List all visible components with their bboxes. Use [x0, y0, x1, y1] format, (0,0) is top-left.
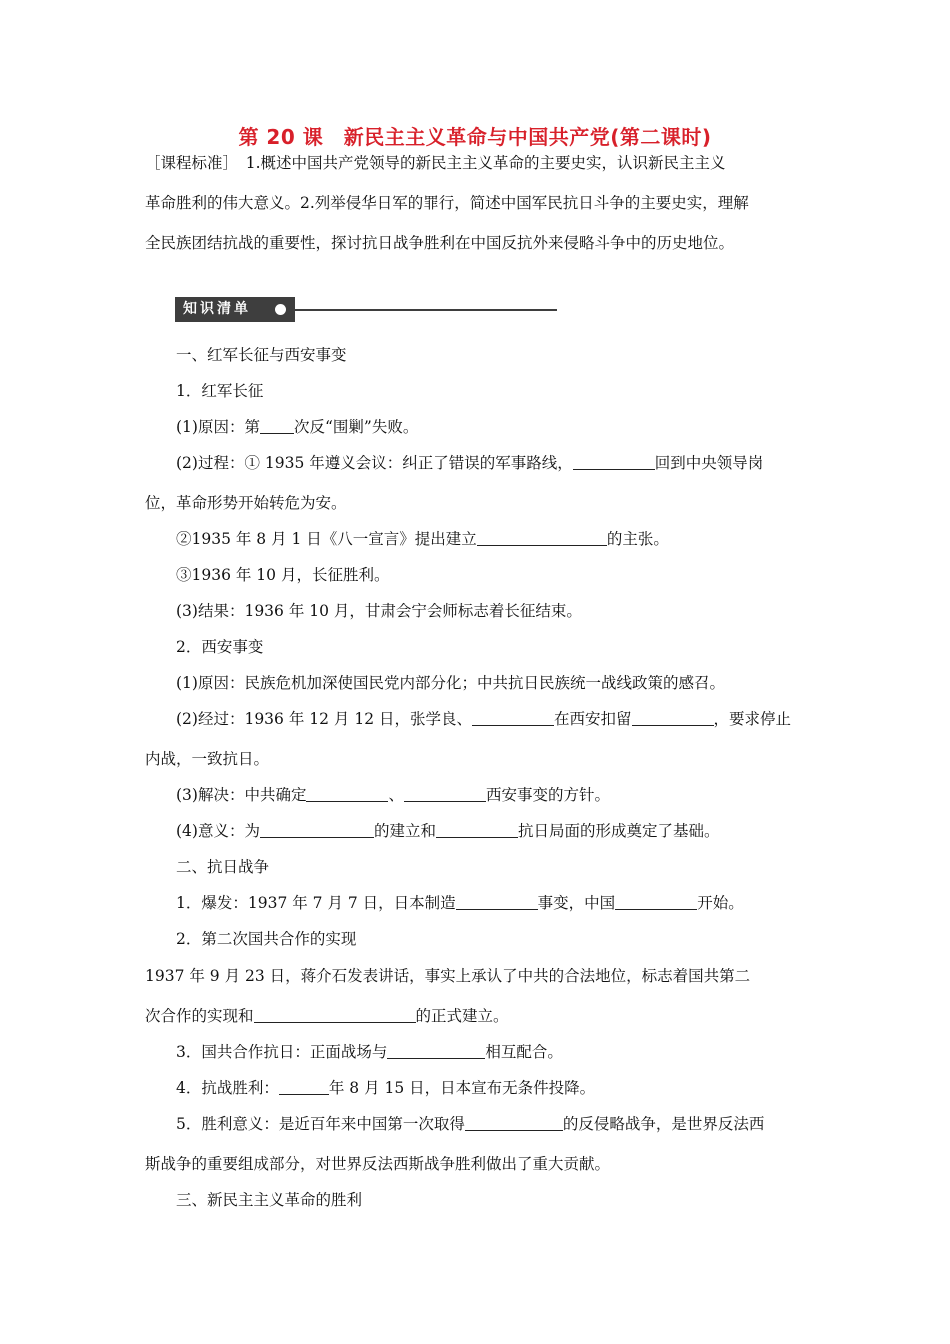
- paragraph-line: (3)结果：1936 年 10 月，甘肃会宁会师标志着长征结束。: [176, 602, 582, 620]
- curriculum-standard-line-2: 革命胜利的伟大意义。2.列举侵华日军的罪行，简述中国军民抗日斗争的主要史实，理解: [145, 194, 749, 212]
- paragraph-line: 4．抗战胜利： 年 8 月 15 日，日本宣布无条件投降。: [176, 1079, 596, 1097]
- fill-blank[interactable]: [465, 1115, 563, 1131]
- paragraph-line: 次合作的实现和 的正式建立。: [145, 1007, 509, 1025]
- fill-blank[interactable]: [456, 894, 538, 910]
- subheading-long-march: 1．红军长征: [176, 382, 264, 400]
- section-heading-3: 三、新民主主义革命的胜利: [176, 1191, 363, 1209]
- fill-blank[interactable]: [632, 710, 714, 726]
- paragraph-line: (3)解决：中共确定 、 西安事变的方针。: [176, 786, 610, 804]
- lesson-title: 第 20 课 新民主主义革命与中国共产党(第二课时): [238, 125, 712, 149]
- paragraph-line: 内战，一致抗日。: [145, 750, 270, 768]
- paragraph-line: (1)原因：民族危机加深使国民党内部分化；中共抗日民族统一战线政策的感召。: [176, 674, 725, 692]
- paragraph-line: 斯战争的重要组成部分，对世界反法西斯战争胜利做出了重大贡献。: [145, 1155, 611, 1173]
- paragraph-line: 3．国共合作抗日：正面战场与 相互配合。: [176, 1043, 563, 1061]
- fill-blank[interactable]: [260, 822, 374, 838]
- fill-blank[interactable]: [254, 1007, 416, 1023]
- paragraph-line: (4)意义：为 的建立和 抗日局面的形成奠定了基础。: [176, 822, 720, 840]
- fill-blank[interactable]: [573, 454, 655, 470]
- curriculum-standard-line-1: ［课程标准］ 1.概述中国共产党领导的新民主主义革命的主要史实，认识新民主主义: [145, 154, 726, 172]
- bullet-dot-icon: [275, 304, 286, 315]
- paragraph-line: 1．爆发：1937 年 7 月 7 日，日本制造 事变，中国 开始。: [176, 894, 744, 912]
- fill-blank[interactable]: [436, 822, 518, 838]
- paragraph-line: ②1935 年 8 月 1 日《八一宣言》提出建立 的主张。: [176, 530, 669, 548]
- paragraph-line: 位，革命形势开始转危为安。: [145, 494, 347, 512]
- fill-blank[interactable]: [387, 1043, 485, 1059]
- paragraph-line: (1)原因：第 次反“围剿”失败。: [176, 418, 419, 436]
- fill-blank[interactable]: [260, 418, 294, 434]
- paragraph-line: ③1936 年 10 月，长征胜利。: [176, 566, 390, 584]
- fill-blank[interactable]: [404, 786, 486, 802]
- paragraph-line: (2)过程：① 1935 年遵义会议：纠正了错误的军事路线， 回到中央领导岗: [176, 454, 764, 472]
- subheading-xian-incident: 2．西安事变: [176, 638, 264, 656]
- paragraph-line: 5．胜利意义：是近百年来中国第一次取得 的反侵略战争，是世界反法西: [176, 1115, 765, 1133]
- fill-blank[interactable]: [306, 786, 388, 802]
- paragraph-line: (2)经过：1936 年 12 月 12 日，张学良、 在西安扣留 ，要求停止: [176, 710, 792, 728]
- paragraph-line: 1937 年 9 月 23 日，蒋介石发表讲话，事实上承认了中共的合法地位，标志着国共第二: [145, 967, 751, 985]
- fill-blank[interactable]: [472, 710, 554, 726]
- knowledge-list-banner: [175, 297, 557, 323]
- section-heading-2: 二、抗日战争: [176, 858, 270, 876]
- section-badge: 知识清单: [175, 297, 295, 322]
- section-heading-1: 一、红军长征与西安事变: [176, 346, 347, 364]
- curriculum-standard-line-3: 全民族团结抗战的重要性，探讨抗日战争胜利在中国反抗外来侵略斗争中的历史地位。: [145, 234, 735, 252]
- fill-blank[interactable]: [615, 894, 697, 910]
- banner-rule: [295, 309, 557, 311]
- fill-blank[interactable]: [477, 530, 607, 546]
- subheading-cooperation: 2．第二次国共合作的实现: [176, 930, 357, 948]
- fill-blank[interactable]: [279, 1079, 329, 1095]
